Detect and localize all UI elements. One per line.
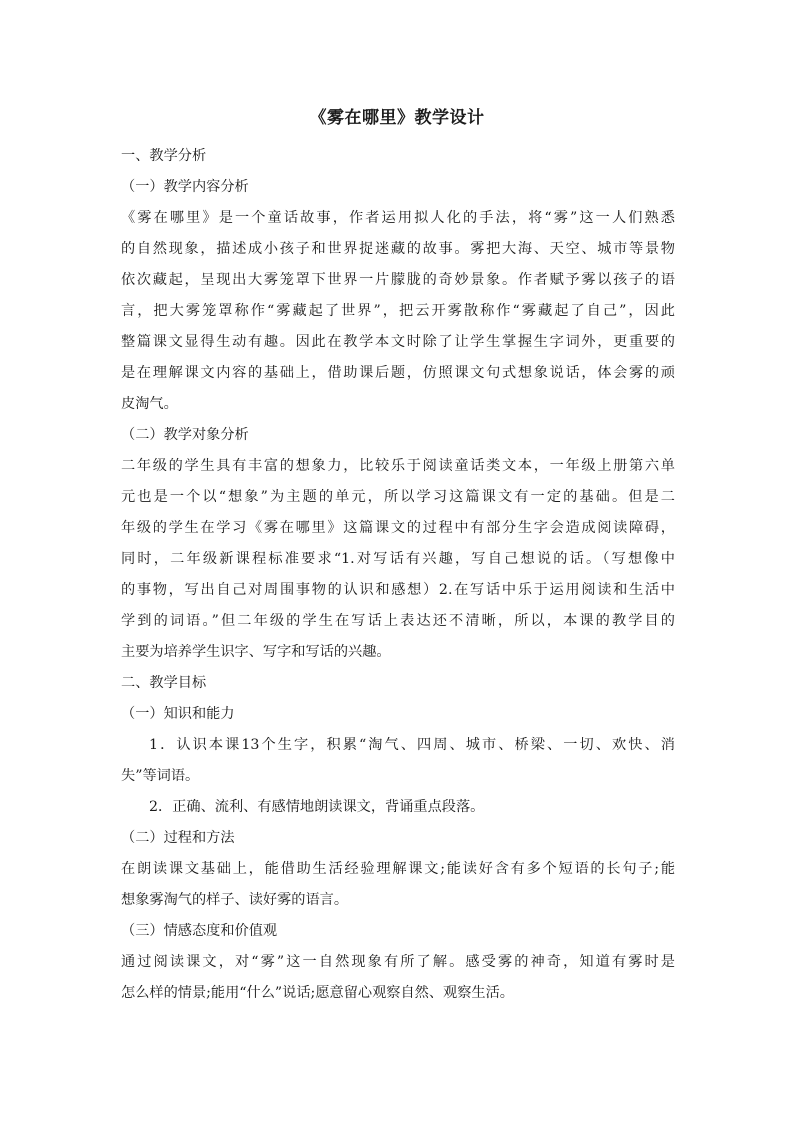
paragraph-line: 怎么样的情景;能用“什么”说话;愿意留心观察自然、观察生活。	[121, 985, 514, 1001]
document-title: 《雾在哪里》教学设计	[309, 108, 485, 128]
list-item-line: 1．认识本课13个生字，积累“淘气、四周、城市、桥梁、一切、欢快、消	[149, 737, 675, 753]
paragraph-line: 二年级的学生具有丰富的想象力，比较乐于阅读童话类文本，一年级上册第六单	[121, 458, 675, 474]
paragraph-line: 想象雾淘气的样子、读好雾的语言。	[121, 892, 349, 908]
paragraph-line: 依次藏起，呈现出大雾笼罩下世界一片朦胧的奇妙景象。作者赋予雾以孩子的语	[121, 272, 675, 288]
paragraph-line: 同时，二年级新课程标准要求“1.对写话有兴趣，写自己想说的话。（写想像中	[121, 551, 675, 567]
paragraph-line: 通过阅读课文，对“雾”这一自然现象有所了解。感受雾的神奇，知道有雾时是	[121, 954, 675, 970]
paragraph-line: 的事物，写出自己对周围事物的认识和感想）2.在写话中乐于运用阅读和生活中	[121, 582, 675, 598]
subheading-audience-analysis: （二）教学对象分析	[121, 427, 249, 443]
subheading-knowledge-ability: （一）知识和能力	[121, 706, 235, 722]
paragraph-line: 年级的学生在学习《雾在哪里》这篇课文的过程中有部分生字会造成阅读障碍，	[121, 520, 675, 536]
document-body	[121, 141, 675, 1009]
list-item-line: 2．正确、流利、有感情地朗读课文，背诵重点段落。	[149, 799, 485, 815]
section-heading-teaching-goals: 二、教学目标	[121, 675, 207, 691]
paragraph-line: 的自然现象，描述成小孩子和世界捉迷藏的故事。雾把大海、天空、城市等景物	[121, 241, 675, 257]
paragraph-line: 学到的词语。”但二年级的学生在写话上表达还不清晰，所以，本课的教学目的	[121, 613, 675, 629]
paragraph-line: 元也是一个以“想象”为主题的单元，所以学习这篇课文有一定的基础。但是二	[121, 489, 675, 505]
subheading-process-method: （二）过程和方法	[121, 830, 235, 846]
paragraph-line: 整篇课文显得生动有趣。因此在教学本文时除了让学生掌握生字词外，更重要的	[121, 334, 675, 350]
list-item-line: 失”等词语。	[121, 768, 200, 784]
paragraph-line: 《雾在哪里》是一个童话故事，作者运用拟人化的手法，将“雾”这一人们熟悉	[121, 210, 675, 226]
subheading-emotion-values: （三）情感态度和价值观	[121, 923, 278, 939]
subheading-content-analysis: （一）教学内容分析	[121, 179, 249, 195]
paragraph-line: 皮淘气。	[121, 396, 178, 412]
paragraph-line: 言，把大雾笼罩称作“雾藏起了世界”，把云开雾散称作“雾藏起了自己”，因此	[121, 303, 675, 319]
section-heading-teaching-analysis: 一、教学分析	[121, 148, 207, 164]
paragraph-line: 在朗读课文基础上，能借助生活经验理解课文;能读好含有多个短语的长句子;能	[121, 861, 676, 877]
paragraph-line: 是在理解课文内容的基础上，借助课后题，仿照课文句式想象说话，体会雾的顽	[121, 365, 675, 381]
paragraph-line: 主要为培养学生识字、写字和写话的兴趣。	[121, 644, 391, 660]
